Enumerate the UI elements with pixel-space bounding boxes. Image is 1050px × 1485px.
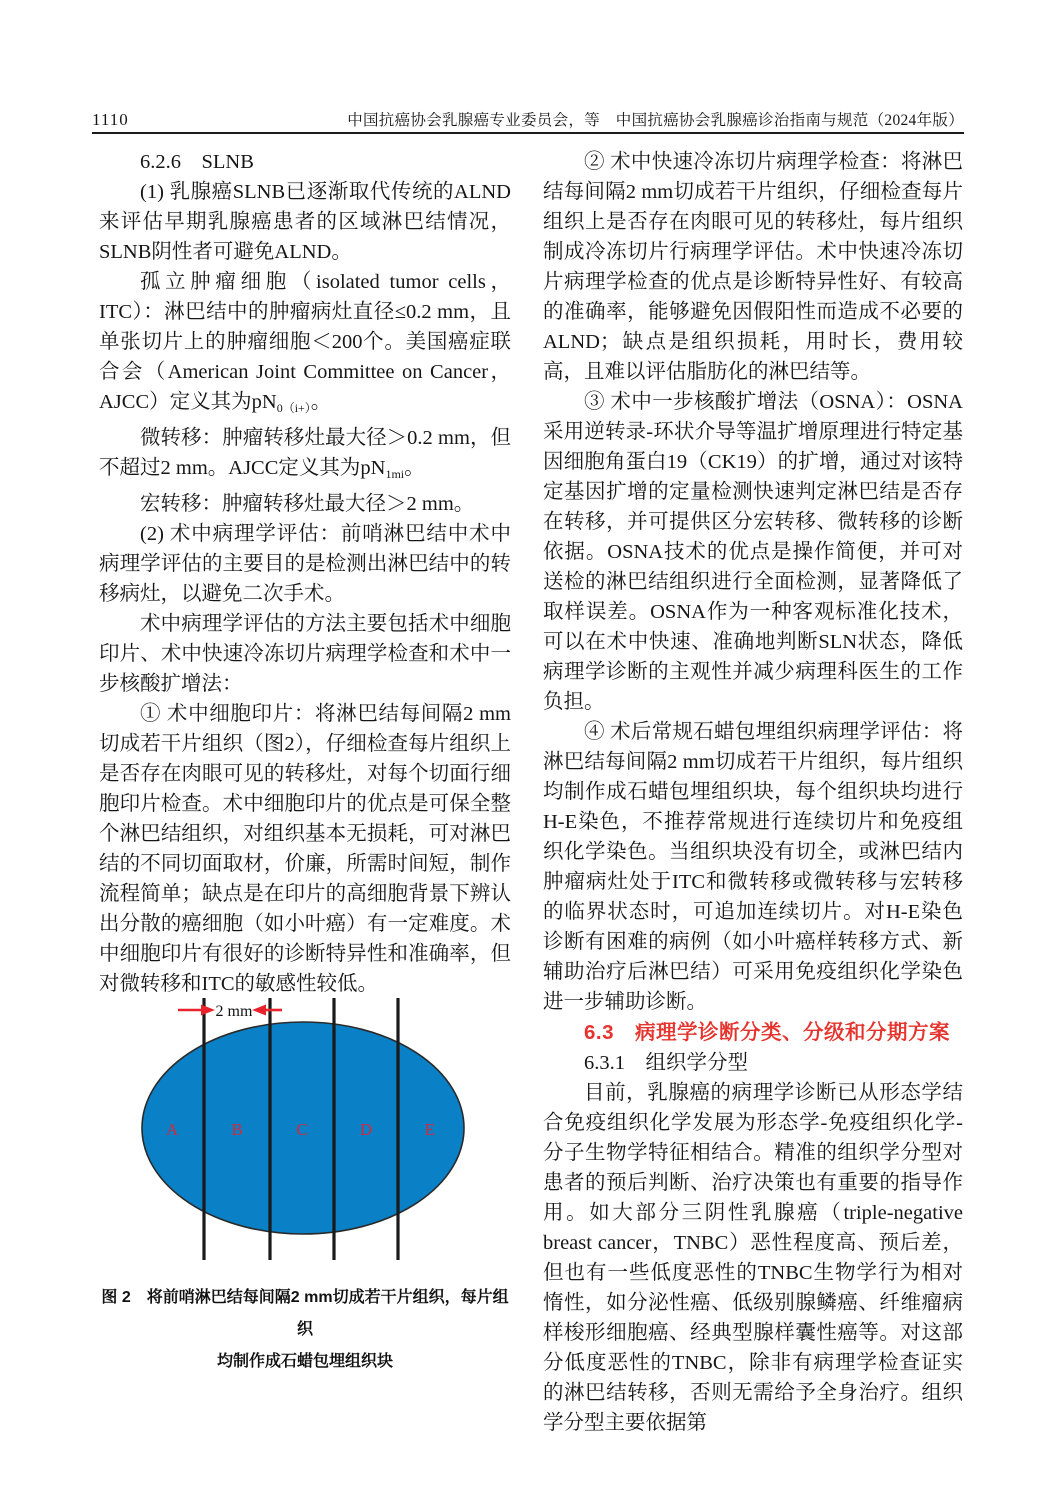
slice-label-e: E xyxy=(424,1120,436,1139)
figure-2-diagram xyxy=(80,986,510,1271)
pn0-subscript: 0（i+） xyxy=(276,401,311,415)
paragraph-micrometastasis-text: 微转移：肿瘤转移灶最大径＞0.2 mm，但不超过2 mm。AJCC定义其为pN xyxy=(99,427,511,479)
paragraph-eval-methods: 术中病理学评估的方法主要包括术中细胞印片、术中快速冷冻切片病理学检查和术中一步核酸扩增法： xyxy=(99,613,511,695)
left-column xyxy=(99,147,511,999)
paragraph-intraop-eval: (2) 术中病理学评估：前哨淋巴结中术中病理学评估的主要目的是检测出淋巴结中的转移病灶，以避免二次手术。 xyxy=(99,523,511,605)
paragraph-itc-period: 。 xyxy=(310,391,332,413)
figure-2 xyxy=(80,986,510,1271)
running-title: 中国抗癌协会乳腺癌专业委员会，等 中国抗癌协会乳腺癌诊治指南与规范（2024年版） xyxy=(347,112,964,129)
figure-2-caption-line2: 均制作成石蜡包埋组织块 xyxy=(216,1353,393,1370)
figure-2-caption-line1: 图 2 将前哨淋巴结每间隔2 mm切成若干片组织，每片组织 xyxy=(101,1289,509,1338)
paragraph-frozen-section: ② 术中快速冷冻切片病理学检查：将淋巴结每间隔2 mm切成若干片组织，仔细检查每片组织上是否存在肉眼可见的转移灶，每片组织制成冷冻切片行病理学评估。术中快速冷冻切片病理学检查的优点是诊断特异性好、有较高的准确率，能够避免因假阳性而造成不必要的ALND；缺点是组织损耗，用时长，费用较高，且难以评估脂肪化的淋巴结等。 xyxy=(543,151,963,383)
header-divider xyxy=(92,132,964,134)
page-number: 1110 xyxy=(92,110,129,129)
paragraph-itc-text: 孤立肿瘤细胞（isolated tumor cells，ITC）：淋巴结中的肿瘤病灶直径≤0.2 mm，且单张切片上的肿瘤细胞＜200个。美国癌症联合会（American Joint Committee on Cancer，AJCC）定义其为pN xyxy=(99,271,511,413)
slice-label-a: A xyxy=(165,1120,179,1139)
slice-label-d: D xyxy=(359,1120,373,1139)
right-column xyxy=(543,147,963,1438)
paragraph-itc xyxy=(99,267,511,423)
paragraph-touch-imprint: ① 术中细胞印片：将淋巴结每间隔2 mm切成若干片组织（图2），仔细检查每片组织上是否存在肉眼可见的转移灶，对每个切面行细胞印片检查。术中细胞印片的优点是可保全整个淋巴结组织，对组织基本无损耗，可对淋巴结的不同切面取材，价廉，所需时间短，制作流程简单；缺点是在印片的高细胞背景下辨认出分散的癌细胞（如小叶癌）有一定难度。术中细胞印片有很好的诊断特异性和准确率，但对微转移和ITC的敏感性较低。 xyxy=(99,703,511,995)
paragraph-histologic-typing: 目前，乳腺癌的病理学诊断已从形态学结合免疫组织化学发展为形态学-免疫组织化学-分子生物学特征相结合。精准的组织学分型对患者的预后判断、治疗决策也有重要的指导作用。如大部分三阴性乳腺癌（triple-negative breast cancer，TNBC）恶性程度高、预后差，但也有一些低度恶性的TNBC生物学行为相对惰性，如分泌性癌、低级别腺鳞癌、纤维瘤病样梭形细胞癌、经典型腺样囊性癌等。对这部分低度恶性的TNBC，除非有病理学检查证实的淋巴结转移，否则无需给予全身治疗。组织学分型主要依据第 xyxy=(543,1082,963,1434)
paragraph-osna: ③ 术中一步核酸扩增法（OSNA）：OSNA采用逆转录-环状介导等温扩增原理进行特定基因细胞角蛋白19（CK19）的扩增，通过对该特定基因扩增的定量检测快速判定淋巴结是否存在转移，并可提供区分宏转移、微转移的诊断依据。OSNA技术的优点是操作简便，并可对送检的淋巴结组织进行全面检测，显著降低了取样误差。OSNA作为一种客观标准化技术，可以在术中快速、准确地判断SLN状态，降低病理学诊断的主观性并减少病理科医生的工作负担。 xyxy=(543,391,963,713)
pn1mi-subscript: 1mi xyxy=(385,467,405,481)
dimension-arrow-left-icon xyxy=(252,1005,266,1016)
figure-2-caption xyxy=(99,1282,511,1378)
section-heading-6-2-6: 6.2.6 SLNB xyxy=(140,151,254,173)
dimension-label: 2 mm xyxy=(215,1003,253,1020)
paragraph-slnb-intro: (1) 乳腺癌SLNB已逐渐取代传统的ALND来评估早期乳腺癌患者的区域淋巴结情况，SLNB阴性者可避免ALND。 xyxy=(99,181,511,263)
slice-label-c: C xyxy=(296,1120,308,1139)
paragraph-micrometastasis xyxy=(99,423,511,489)
slice-label-b: B xyxy=(231,1120,243,1139)
section-heading-6-3-1: 6.3.1 组织学分型 xyxy=(584,1052,748,1074)
paragraph-paraffin-eval: ④ 术后常规石蜡包埋组织病理学评估：将淋巴结每间隔2 mm切成若干片组织，每片组织均制作成石蜡包埋组织块，每个组织块均进行H-E染色，不推荐常规进行连续切片和免疫组织化学染色。当组织块没有切全，或淋巴结内肿瘤病灶处于ITC和微转移或微转移与宏转移的临界状态时，可追加连续切片。对H-E染色诊断有困难的病例（如小叶癌样转移方式、新辅助治疗后淋巴结）可采用免疫组织化学染色进一步辅助诊断。 xyxy=(543,721,963,1013)
paragraph-macrometastasis: 宏转移：肿瘤转移灶最大径＞2 mm。 xyxy=(140,493,475,515)
paragraph-micrometastasis-period: 。 xyxy=(404,457,425,479)
dimension-arrow-right-icon xyxy=(201,1005,215,1016)
page-header xyxy=(92,104,964,130)
section-heading-6-3: 6.3 病理学诊断分类、分级和分期方案 xyxy=(584,1021,950,1044)
